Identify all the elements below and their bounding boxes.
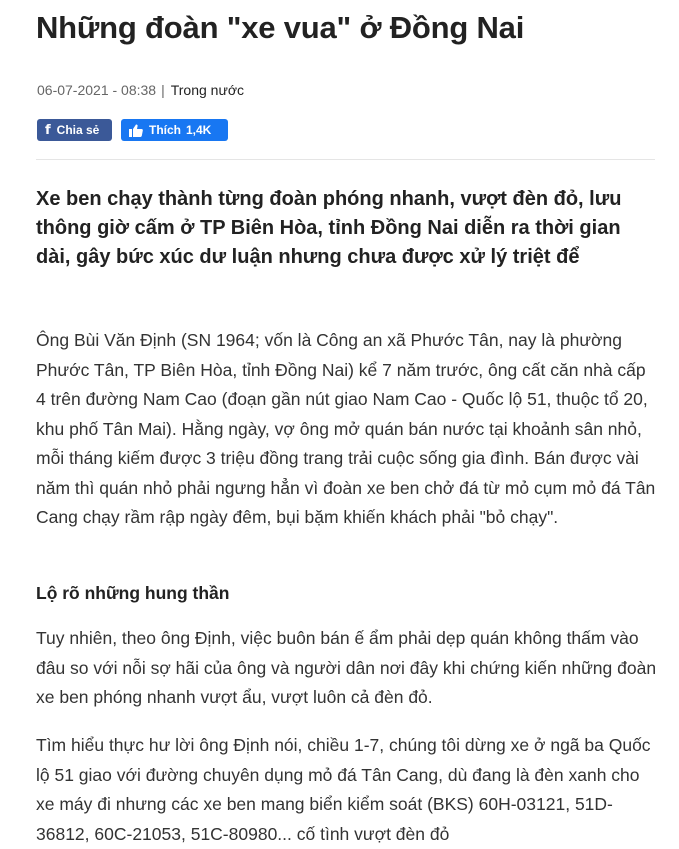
article-title: Những đoàn "xe vua" ở Đồng Nai — [36, 10, 525, 45]
meta-separator: | — [161, 82, 165, 98]
thumbs-up-icon — [129, 124, 143, 137]
facebook-like-button[interactable] — [121, 119, 228, 141]
facebook-share-button[interactable] — [37, 119, 112, 141]
like-count: 1,4K — [186, 123, 212, 137]
like-label: Thích — [149, 123, 181, 137]
facebook-icon: f — [45, 122, 51, 138]
divider — [36, 159, 655, 160]
share-label: Chia sẻ — [56, 123, 100, 137]
article-sapo: Xe ben chạy thành từng đoàn phóng nhanh, vượt đèn đỏ, lưu thông giờ cấm ở TP Biên Hòa, tỉnh Đồng Nai diễn ra thời gian dài, gây bức xúc dư luận nhưng chưa được xử lý triệt để — [36, 188, 622, 268]
article-paragraph: Ông Bùi Văn Định (SN 1964; vốn là Công an xã Phước Tân, nay là phường Phước Tân, TP Biên Hòa, tỉnh Đồng Nai) kể 7 năm trước, ông cất căn nhà cấp 4 trên đường Nam Cao (đoạn gần nút giao Nam Cao - Quốc lộ 51, thuộc tổ 20, khu phố Tân Mai). Hằng ngày, vợ ông mở quán bán nước tại khoảnh sân nhỏ, mỗi tháng kiếm được 3 triệu đồng trang trải cuộc sống gia đình. Bán được vài năm thì quán nhỏ phải ngưng hẳn vì đoàn xe ben chở đá từ mỏ cụm mỏ đá Tân Cang chạy rầm rập ngày đêm, bụi bặm khiến khách phải "bỏ chạy". — [36, 330, 656, 527]
article-paragraph: Tìm hiểu thực hư lời ông Định nói, chiều 1-7, chúng tôi dừng xe ở ngã ba Quốc lộ 51 giao với đường chuyên dụng mỏ đá Tân Cang, dù đang là đèn xanh cho xe máy đi nhưng các xe ben mang biển kiểm soát (BKS) 60H-03121, 51D-36812, 60C-21053, 51C-80980... cố tình vượt đèn đỏ — [36, 735, 651, 844]
social-buttons — [37, 119, 228, 141]
article-datetime: 06-07-2021 - 08:38 — [37, 82, 157, 98]
article-category-link[interactable]: Trong nước — [170, 82, 245, 98]
article-paragraph: Tuy nhiên, theo ông Định, việc buôn bán ế ẩm phải dẹp quán không thấm vào đâu so với nỗi sợ hãi của ông và người dân nơi đây khi chứng kiến những đoàn xe ben phóng nhanh vượt ẩu, vượt luôn cả đèn đỏ. — [36, 628, 657, 707]
article-subheading: Lộ rõ những hung thần — [36, 583, 230, 603]
article-meta — [37, 80, 244, 100]
